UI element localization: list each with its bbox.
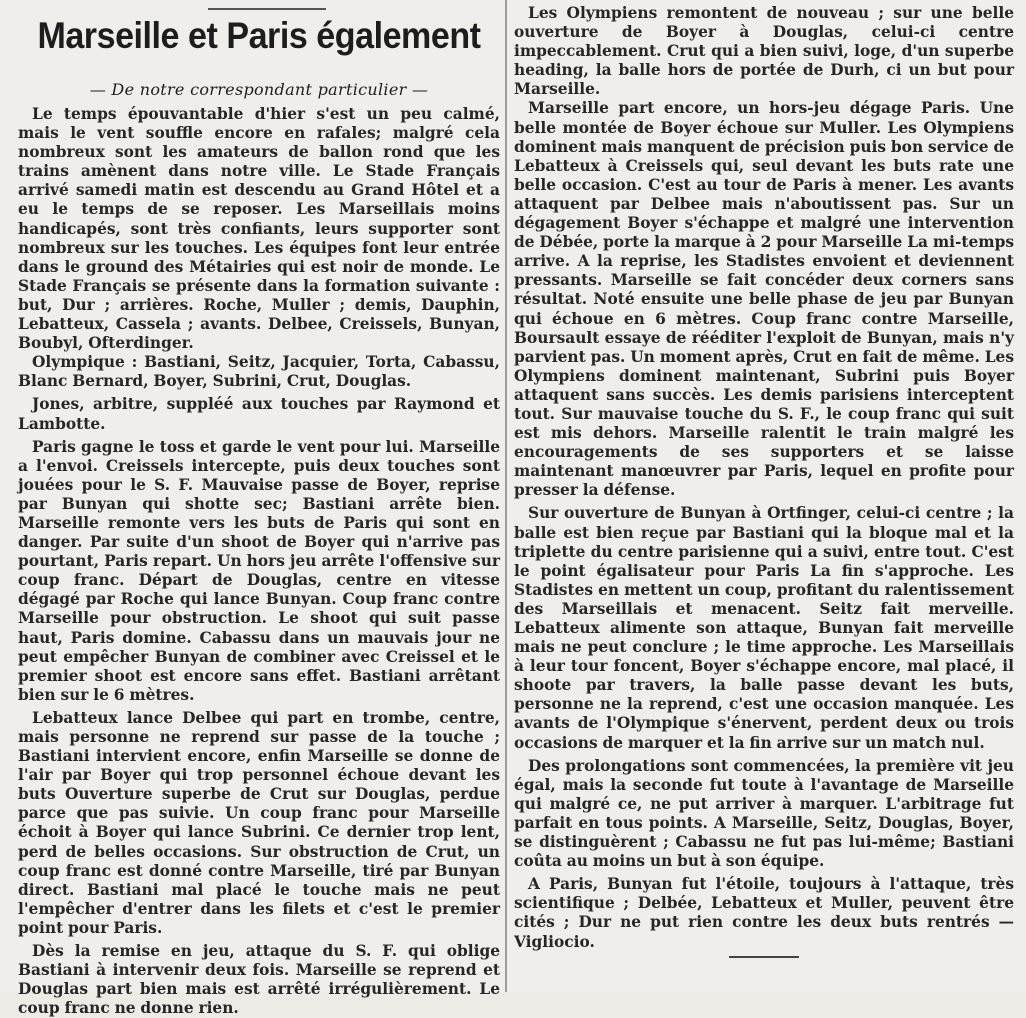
paragraph-olympique-lineup: Olympique : Bastiani, Seitz, Jacquier, Torta, Cabassu, Blanc Bernard, Boyer, Subrini, Crut, Douglas. xyxy=(18,353,500,391)
paragraph-paris-equalizer: Sur ouverture de Bunyan à Ortfinger, celui-ci centre ; la balle est bien reçue par Bastiani qui la bloque mal et la triplette du centre parisienne qui a suivi, entre tout. C'est le point égalisateur pour Paris La fin s'approche. Les Stadistes en mettent un coup, profitant du ralentissement des Marseillais et menacent. Seitz fait merveille. Lebatteux alimente son attaque, Bunyan fait merveille mais ne peut conclure ; le time approche. Les Marseillais à leur tour foncent, Boyer s'échappe encore, mal placé, il shoote par travers, la balle passe devant les buts, personne ne la reprend, c'est une occasion manquée. Les avants de l'Olympique s'énervent, perdent deux ou trois occasions de marquer et la fin arrive sur un match nul. xyxy=(514,504,1014,752)
column-divider xyxy=(505,0,507,992)
left-column xyxy=(18,0,500,1018)
byline: — De notre correspondant particulier — xyxy=(89,80,429,99)
paragraph-first-goal: Lebatteux lance Delbee qui part en trombe, centre, mais personne ne reprend sur passe de la touche ; Bastiani intervient encore, enfin Marseille se donne de l'air par Boyer qui trop personnel échoue devant les buts Ouverture superbe de Crut sur Douglas, perdue parce que pas suivie. Un coup franc pour Marseille échoit à Boyer qui lance Subrini. Ce dernier trop lent, perd de belles occasions. Sur obstruction de Crut, un coup franc est donné contre Marseille, tiré par Bunyan direct. Bastiani mal placé le touche mais ne peut l'empêcher d'entrer dans les filets et c'est le premier point pour Paris. xyxy=(18,708,500,937)
headline: Marseille et Paris également xyxy=(37,15,481,56)
paragraph-referee: Jones, arbitre, suppléé aux touches par Raymond et Lambotte. xyxy=(18,395,500,433)
paragraph-kickoff: Paris gagne le toss et garde le vent pour lui. Marseille a l'envoi. Creissels intercepte, puis deux touches sont jouées pour le S. F. Mauvaise passe de Boyer, reprise par Bunyan qui shotte sec; Bastiani arrête bien. Marseille remonte vers les buts de Paris qui sont en danger. Par suite d'un shoot de Boyer qui n'arrive pas pourtant, Paris repart. Un hors jeu arrête l'offensive sur coup franc. Départ de Douglas, centre en vitesse dégagé par Roche qui lance Bunyan. Coup franc contre Marseille pour obstruction. Le shoot qui suit passe haut, Paris domine. Cabassu dans un mauvais jour ne peut empêcher Bunyan de combiner avec Creissel et le premier shoot est encore sans effet. Bastiani arrêtant bien sur le 6 mètres. xyxy=(18,437,500,704)
paragraph-intro: Le temps épouvantable d'hier s'est un peu calmé, mais le vent souffle encore en rafales; malgré cela nombreux sont les amateurs de ballon rond que les trains amènent dans notre ville. Le Stade Français arrivé samedi matin est descendu au Grand Hôtel et a eu le temps de se reposer. Les Marseillais moins handicapés, sont très confiants, leurs supporter sont nombreux sur les touches. Les équipes font leur entrée dans le ground des Métairies qui est noir de monde. Le Stade Français se présente dans la formation suivante : but, Dur ; arrières. Roche, Muller ; demis, Dauphin, Lebatteux, Cassela ; avants. Delbee, Creissels, Bunyan, Boubyl, Ofterdinger. xyxy=(18,105,500,353)
paragraph-second-half: Marseille part encore, un hors-jeu dégage Paris. Une belle montée de Boyer échoue sur Muller. Les Olympiens dominent mais manquent de précision puis bon service de Lebatteux à Creissels qui, seul devant les buts rate une belle occasion. C'est au tour de Paris à mener. Les avants attaquent par Delbee mais n'aboutissent pas. Sur un dégagement Boyer s'échappe et malgré une intervention de Débée, porte la marque à 2 pour Marseille La mi-temps arrive. A la reprise, les Stadistes envoient et deviennent pressants. Marseille se fait concéder deux corners sans résultat. Noté ensuite une belle phase de jeu par Bunyan qui échoue en 6 mètres. Coup franc contre Marseille, Boursault essaye de rééditer l'exploit de Bunyan, mais n'y parvient pas. Un moment après, Crut en fait de même. Les Olympiens dominent maintenant, Subrini puis Boyer attaquent sans succès. Les demis parisiens interceptent tout. Sur mauvaise touche du S. F., le coup franc qui suit est mis dehors. Marseille ralentit le train malgré les encouragements de ses supporters et se laisse maintenant manœuvrer par Paris, lequel en profite pour presser la défense. xyxy=(514,99,1014,500)
paragraph-extra-time: Des prolongations sont commencées, la première vit jeu égal, mais la seconde fut toute à l'avantage de Marseille qui malgré ce, ne put arriver à marquer. L'arbitrage fut parfait en tous points. A Marseille, Seitz, Douglas, Boyer, se distinguèrent ; Cabassu ne fut pas lui-même; Bastiani coûta au moins un but à son équipe. xyxy=(514,756,1014,871)
paragraph-paris-players: A Paris, Bunyan fut l'étoile, toujours à l'attaque, très scientifique ; Delbée, Lebatteux et Muller, peuvent être cités ; Dur ne put rien contre les deux buts rentrés — Vigliocio. xyxy=(514,875,1014,951)
end-rule xyxy=(729,956,799,958)
paragraph-restart: Dès la remise en jeu, attaque du S. F. qui oblige Bastiani à intervenir deux fois. Marseille se reprend et Douglas part bien mais est arrêté irrégulièrement. Le coup franc ne donne rien. xyxy=(18,942,500,1018)
paragraph-marseille-equalizer: Les Olympiens remontent de nouveau ; sur une belle ouverture de Boyer à Douglas, celui-ci centre impeccablement. Crut qui a bien suivi, loge, d'un superbe heading, la balle hors de portée de Durh, ci un but pour Marseille. xyxy=(514,4,1014,99)
right-column xyxy=(514,0,1014,992)
